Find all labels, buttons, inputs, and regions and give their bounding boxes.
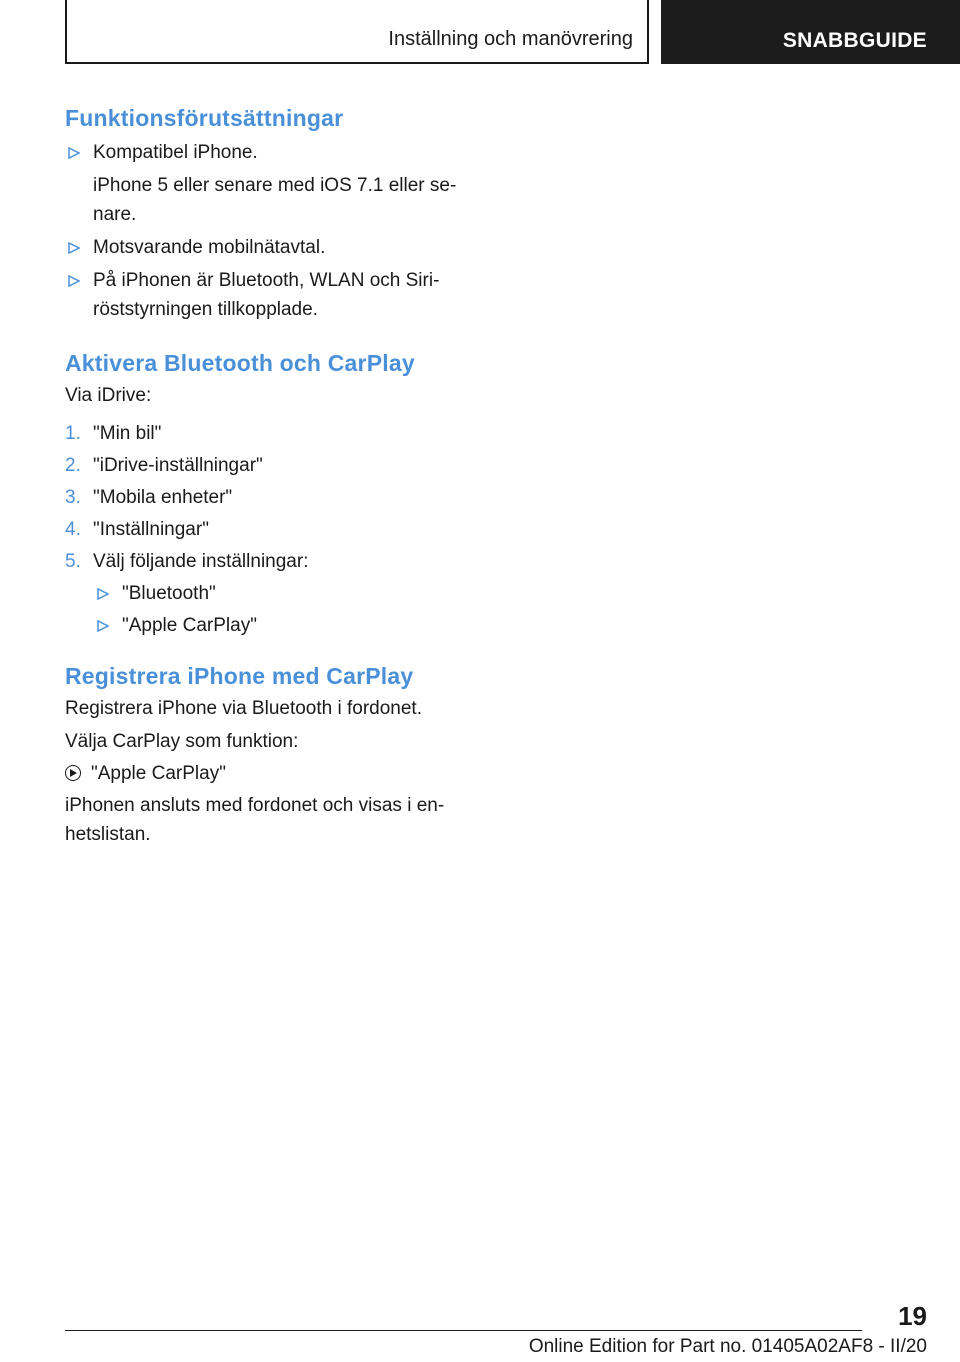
step-item — [65, 451, 485, 480]
step-number: 3. — [65, 487, 81, 508]
list-item-text: Kompatibel iPhone. — [93, 142, 258, 163]
sub-list-item-text: "Bluetooth" — [122, 583, 216, 604]
list-item — [65, 233, 485, 262]
step-text: "Inställningar" — [93, 519, 209, 540]
triangle-right-icon — [94, 579, 112, 608]
action-item — [65, 759, 485, 788]
step-item — [65, 483, 485, 512]
paragraph-line: nare. — [93, 204, 137, 225]
step-number: 4. — [65, 519, 81, 540]
paragraph — [65, 791, 485, 820]
list-item — [65, 138, 485, 167]
header-box — [65, 0, 649, 64]
intro-text-content: Via iDrive: — [65, 385, 152, 406]
step-number: 5. — [65, 551, 81, 572]
paragraph-line: iPhone 5 eller senare med iOS 7.1 eller se‐ — [93, 175, 457, 196]
step-number: 1. — [65, 423, 81, 444]
sub-list-item-text: "Apple CarPlay" — [122, 615, 257, 636]
section-heading: Registrera iPhone med CarPlay — [65, 663, 414, 689]
section-heading: Funktionsförutsättningar — [65, 105, 344, 131]
paragraph — [65, 727, 485, 756]
paragraph — [65, 295, 485, 324]
triangle-right-icon — [65, 138, 83, 167]
section-heading: Aktivera Bluetooth och CarPlay — [65, 350, 415, 376]
step-text: "Min bil" — [93, 423, 162, 444]
play-circle-icon — [65, 765, 81, 781]
triangle-right-icon — [65, 233, 83, 262]
page-number: 19 — [898, 1301, 927, 1331]
list-item — [65, 266, 485, 295]
step-text: "Mobila enheter" — [93, 487, 233, 508]
page-content — [65, 102, 485, 849]
paragraph — [65, 820, 485, 849]
footer-divider — [65, 1330, 862, 1331]
step-item — [65, 419, 485, 448]
header-tab — [661, 0, 960, 64]
paragraph-line: Registrera iPhone via Bluetooth i fordonet. — [65, 698, 422, 719]
paragraph-line: Välja CarPlay som funktion: — [65, 731, 299, 752]
paragraph — [65, 200, 485, 229]
step-text: Välj följande inställningar: — [93, 551, 309, 572]
paragraph-line: iPhonen ansluts med fordonet och visas i en‐ — [65, 795, 445, 816]
paragraph-line: röststyrningen tillkopplade. — [93, 299, 318, 320]
step-item — [65, 547, 485, 576]
intro-text — [65, 381, 485, 410]
step-number: 2. — [65, 455, 81, 476]
step-item — [65, 515, 485, 544]
triangle-right-icon — [65, 266, 83, 295]
footer-edition: Online Edition for Part no. 01405A02AF8 - II/20 — [528, 1336, 927, 1357]
paragraph — [65, 171, 485, 200]
triangle-right-icon — [94, 611, 112, 640]
header-tab-label: SNABBGUIDE — [782, 29, 927, 52]
action-item-text: "Apple CarPlay" — [91, 763, 226, 784]
paragraph — [65, 694, 485, 723]
sub-list-item — [65, 611, 485, 640]
sub-list-item — [65, 579, 485, 608]
step-text: "iDrive-inställningar" — [93, 455, 263, 476]
list-item-text: På iPhonen är Bluetooth, WLAN och Siri- — [93, 270, 440, 291]
header-title: Inställning och manövrering — [388, 28, 633, 50]
paragraph-line: hetslistan. — [65, 824, 151, 845]
list-item-text: Motsvarande mobilnätavtal. — [93, 237, 326, 258]
